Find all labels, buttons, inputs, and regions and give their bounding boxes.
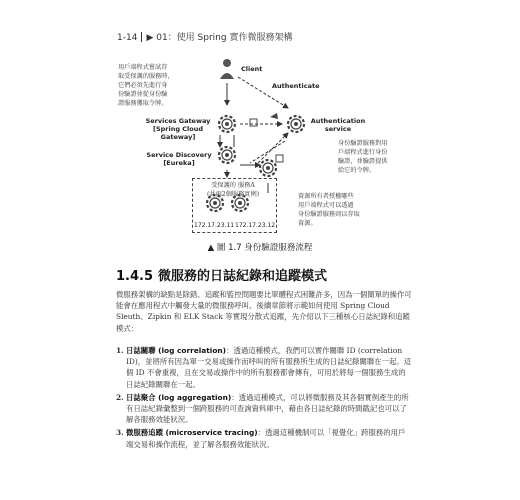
section-heading [116,265,327,284]
figure-caption [0,241,520,253]
instance-ip-2: 172.17.23.12 [235,222,276,229]
token-icon [270,113,278,119]
discovery-label: Service Discovery [Eureka] [146,151,212,167]
item-text: ：透過這種模式，我們可以實作關聯 ID (correlation ID)，並將所有因為單一交易或操作而呼叫的所有服務所生成的日誌紀錄關聯在一起。這個 ID 不會重複，且在交易或操作中的所有服務都會傳有，可用於將每一個服務生成的日誌紀錄關聯在一起。 [126,346,412,389]
protected-service-box [192,178,277,233]
instance-ip-1: 172.17.23.11 [194,222,235,229]
client-icon [220,59,234,79]
page-number: 1-14 [117,33,138,43]
client-label: Client [241,65,263,73]
lock-icon [250,119,257,126]
note-auth-service: 身份驗證服務對用 戶端程式進行身份 驗證，並驗證提供 給它的令牌。 [338,140,388,174]
key-icon [276,155,283,162]
caption-text: 身份驗證服務流程 [244,243,313,253]
item-number: 3. [116,428,124,438]
item-number: 1. [116,346,124,355]
auth-service-label: Authentication service [310,117,366,133]
authenticate-label: Authenticate [272,82,320,90]
discovery-gear-icon [219,147,235,163]
caption-marker: ▲ [207,243,215,253]
section-number: 1.4.5 [116,269,154,284]
pattern-list [116,345,412,452]
item-term: 日誌關聯 (log correlation) [126,346,227,355]
protected-service-label: 受保護的 服務A (共兩2個服務實例) [207,182,260,198]
gateway-gear-icon [219,116,235,132]
caption-label: 圖 1.7 [216,243,242,253]
list-item [116,427,412,449]
auth-gear-icon [288,116,304,132]
page-header [117,30,292,43]
section-title: 微服務的日誌紀錄和追蹤模式 [158,269,328,284]
item-text: ：透過這種模式，可以將微服務及其各個實例產生的所有日誌紀錄彙整到一個跨服務的可查詢資料庫中，藉由各日誌紀錄的時間戳記也可以了解各服務效能狀況。 [126,392,409,425]
item-term: 微服務追蹤 (microservice tracing) [126,428,258,438]
item-term: 日誌聚合 (log aggregation) [126,392,232,402]
chapter-title: 01：使用 Spring 實作微服務架構 [156,33,293,43]
note-resource-owner: 資源所有者授權哪些 用戶端程式可以透過 身份驗證服務則以存取 資源。 [298,193,360,227]
list-item [116,345,412,390]
intro-paragraph: 微服務架構的缺點是除錯、追蹤和監控問題要比單體程式困難許多，因為一個簡單的操作可能會在應用程式中觸發大量的微服務呼叫。後續章節將示範如何使用 Spring Cloud Sleuth、Zipkin 和 ELK Stack 等實現分散式追蹤，先介紹以下三種核心日誌紀錄和追蹤模式： [116,290,412,333]
list-item [116,392,412,426]
note-client: 用戶端程式嘗試存 取受保護的服務時， 它們必須先進行身 份驗證並從身份驗 證服務獲取令牌。 [118,64,174,107]
header-divider [141,32,142,42]
item-text: ：透過這種機制可以「視覺化」跨服務的用戶端交易和操作流程，並了解各服務效能狀況。 [126,428,406,449]
item-number: 2. [116,392,124,402]
protected-gear-icon [260,160,276,176]
gateway-label: Services Gateway [Spring Cloud Gateway] [145,117,211,141]
chapter-marker: ▶ [146,33,154,43]
